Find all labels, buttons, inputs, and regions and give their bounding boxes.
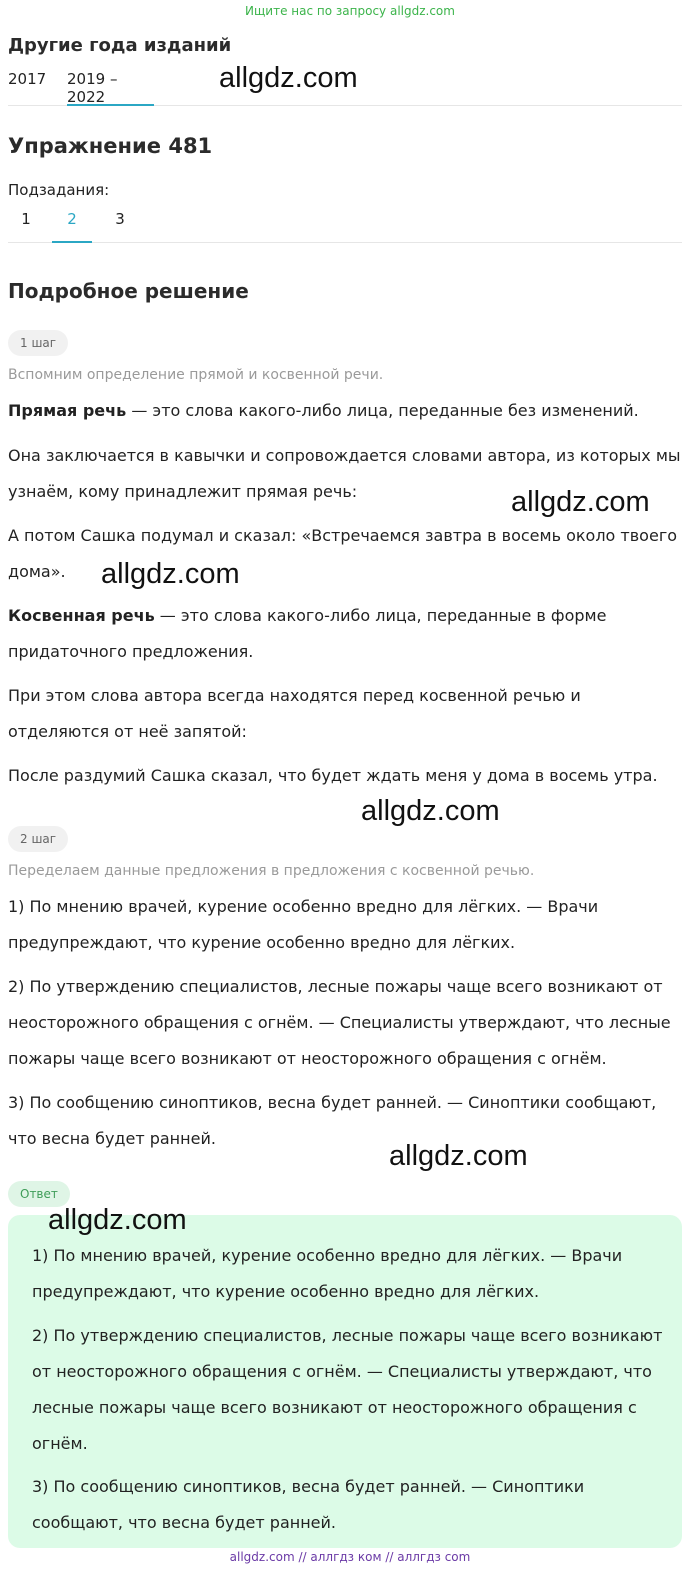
direct-speech-example: А потом Сашка подумал и сказал: «Встречаемся завтра в восемь около твоего дома». <box>8 526 678 581</box>
answer-item: 1) По мнению врачей, курение особенно вредно для лёгких. — Врачи предупреждают, что курение особенно вредно для лёгких. <box>32 1246 623 1301</box>
indirect-speech-term: Косвенная речь <box>8 606 155 625</box>
solution-title: Подробное решение <box>8 279 249 303</box>
step-2-hint: Переделаем данные предложения в предложения с косвенной речью. <box>8 863 535 879</box>
answer-item: 3) По сообщению синоптиков, весна будет ранней. — Синоптики сообщают, что весна будет ранней. <box>32 1477 585 1532</box>
editions-title: Другие года изданий <box>8 35 232 56</box>
answer-item: 2) По утверждению специалистов, лесные пожары чаще всего возникают от неосторожного обращения с огнём. — Специалисты утверждают, что лесные пожары чаще всего возникают от неосторожного обращения с огнём. <box>32 1326 663 1453</box>
direct-speech-explanation: Она заключается в кавычки и сопровождается словами автора, из которых мы узнаём, кому принадлежит прямая речь: <box>8 446 681 501</box>
indirect-speech-explanation: При этом слова автора всегда находятся перед косвенной речью и отделяются от неё запятой: <box>8 686 581 741</box>
direct-speech-definition <box>8 393 684 429</box>
watermark: allgdz.com <box>219 62 358 94</box>
watermark: allgdz.com <box>389 1140 528 1172</box>
subtask-tab-2[interactable]: 2 <box>52 210 92 243</box>
footer-links: allgdz.com // аллгдз ком // аллгдз com <box>229 1550 471 1564</box>
answer-box <box>8 1215 682 1548</box>
indirect-speech-example: После раздумий Сашка сказал, что будет ждать меня у дома в восемь утра. <box>8 766 658 785</box>
solution-item: 2) По утверждению специалистов, лесные пожары чаще всего возникают от неосторожного обращения с огнём. — Специалисты утверждают, что лесные пожары чаще всего возникают от неосторожного обращения с огнём. <box>8 977 671 1068</box>
top-banner: Ищите нас по запросу allgdz.com <box>245 4 455 18</box>
direct-speech-term: Прямая речь <box>8 401 127 420</box>
watermark: allgdz.com <box>511 486 650 518</box>
exercise-title: Упражнение 481 <box>8 134 213 158</box>
indirect-speech-text: — это слова какого-либо лица, переданные в форме придаточного предложения. <box>8 606 607 661</box>
subtasks-tabs <box>8 210 682 243</box>
step-1-hint: Вспомним определение прямой и косвенной речи. <box>8 367 384 383</box>
direct-speech-text: — это слова какого-либо лица, переданные без изменений. <box>126 401 639 420</box>
watermark: allgdz.com <box>101 558 240 590</box>
watermark: allgdz.com <box>48 1204 187 1236</box>
subtasks-label: Подзадания: <box>8 181 110 199</box>
answer-badge: Ответ <box>8 1181 70 1207</box>
step-2-badge: 2 шаг <box>8 826 68 852</box>
solution-item: 1) По мнению врачей, курение особенно вредно для лёгких. — Врачи предупреждают, что курение особенно вредно для лёгких. <box>8 897 599 952</box>
watermark: allgdz.com <box>361 795 500 827</box>
subtask-tab-3[interactable]: 3 <box>115 210 125 228</box>
indirect-speech-definition <box>8 598 684 670</box>
subtask-tab-1[interactable]: 1 <box>21 210 31 228</box>
tab-2019-2022[interactable]: 2019 – 2022 <box>67 70 154 106</box>
solution-item: 3) По сообщению синоптиков, весна будет ранней. — Синоптики сообщают, что весна будет ранней. <box>8 1093 657 1148</box>
step-1-badge: 1 шаг <box>8 330 68 356</box>
tab-2017[interactable]: 2017 <box>8 70 47 88</box>
